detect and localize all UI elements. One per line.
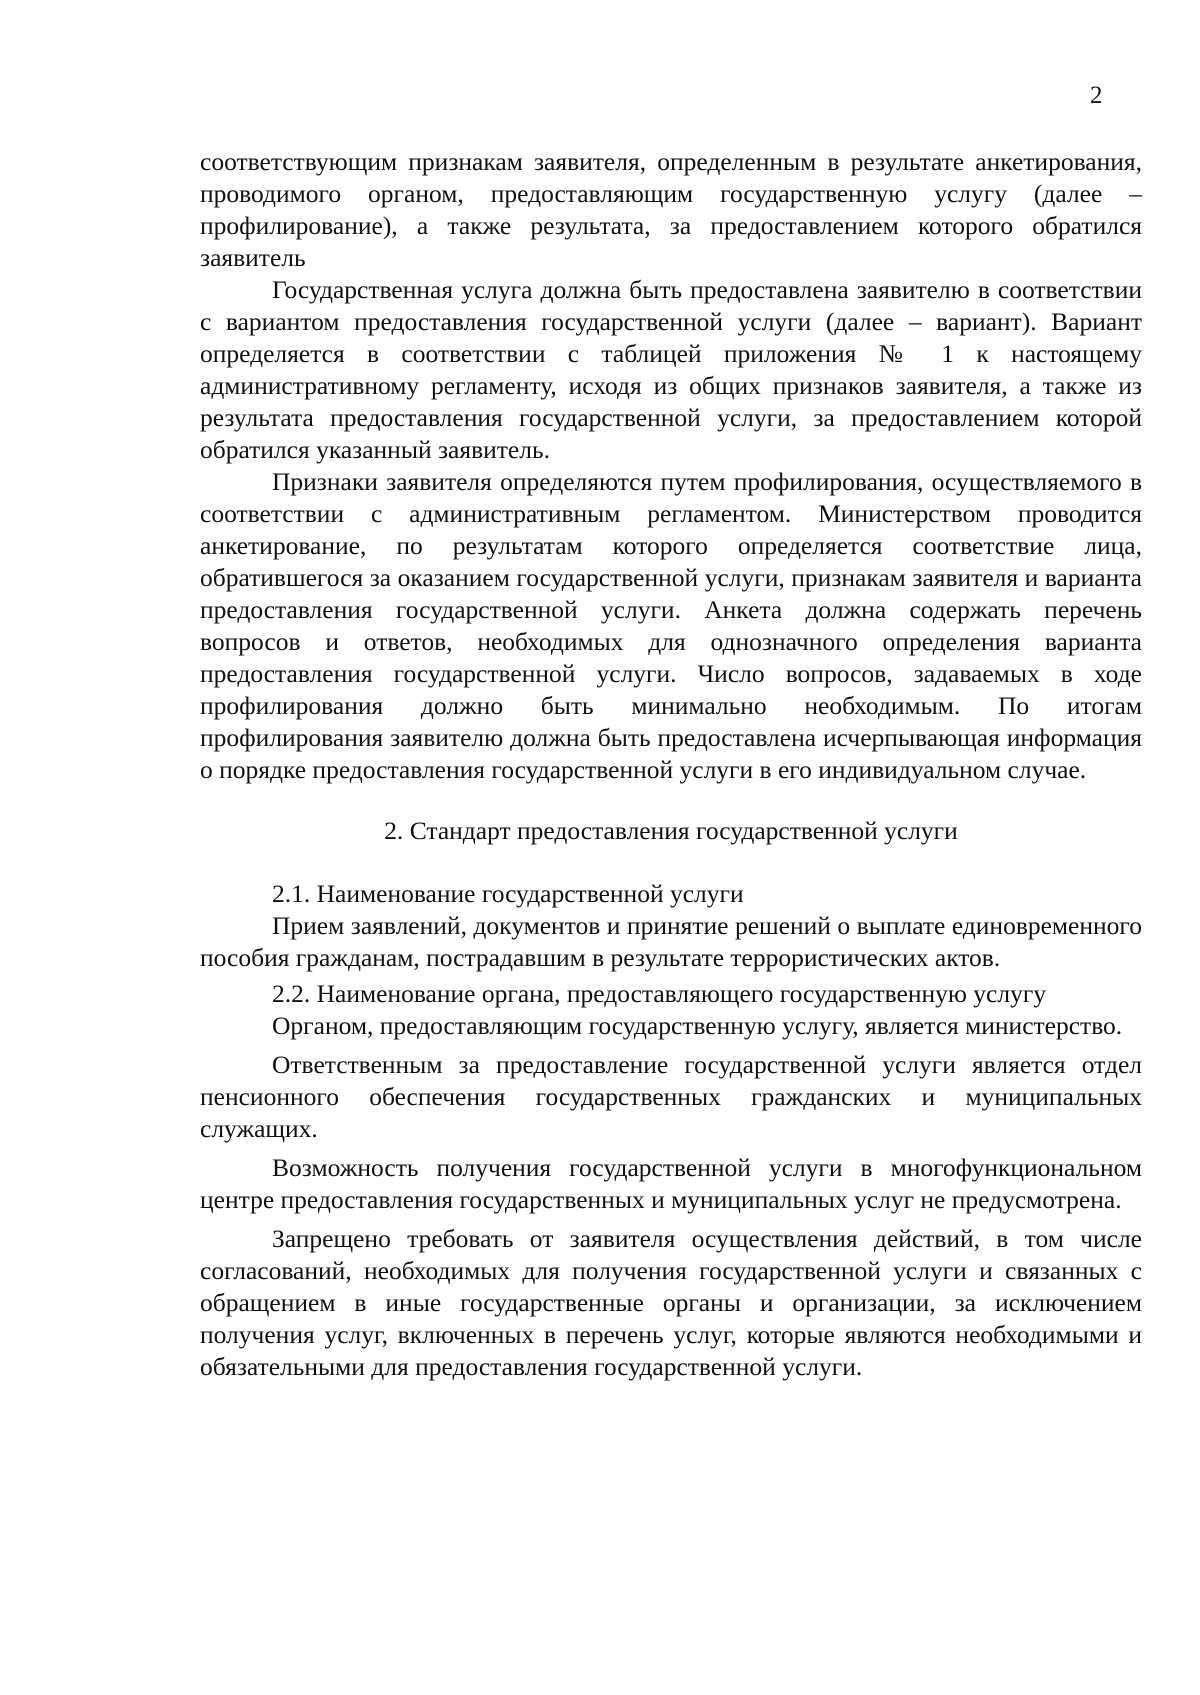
subsection-2-2-heading: 2.2. Наименование органа, предоставляющего государственную услугу	[272, 979, 1047, 1008]
document-body	[200, 146, 1142, 1383]
paragraph-profiling-continuation: соответствующим признакам заявителя, определенным в результате анкетирования, проводимого органом, предоставляющим государственную услугу (далее – профилирование), а также результата, за предоставлением которого обратился заявитель	[200, 147, 1142, 272]
paragraph-applicant-attributes: Признаки заявителя определяются путем профилирования, осуществляемого в соответствии с административным регламентом. Министерством проводится анкетирование, по результатам которого определяется соответствие лица, обратившегося за оказанием государственной услуги, признакам заявителя и варианта предоставления государственной услуги. Анкета должна содержать перечень вопросов и ответов, необходимых для однозначного определения варианта предоставления государственной услуги. Число вопросов, задаваемых в ходе профилирования должно быть минимально необходимым. По итогам профилирования заявителю должна быть предоставлена исчерпывающая информация о порядке предоставления государственной услуги в его индивидуальном случае.	[200, 467, 1142, 784]
subsection-2-2-responsible-department: Ответственным за предоставление государственной услуги является отдел пенсионного обеспечения государственных гражданских и муниципальных служащих.	[200, 1050, 1142, 1143]
subsection-2-2-mfc-availability: Возможность получения государственной услуги в многофункциональном центре предоставления государственных и муниципальных услуг не предусмотрена.	[200, 1153, 1142, 1214]
subsection-2-1-text: Прием заявлений, документов и принятие решений о выплате единовременного пособия гражданам, пострадавшим в результате террористических актов.	[200, 911, 1142, 972]
subsection-2-2-authority: Органом, предоставляющим государственную услугу, является министерство.	[272, 1011, 1123, 1040]
page-number: 2	[1090, 82, 1103, 109]
paragraph-service-variant: Государственная услуга должна быть предоставлена заявителю в соответствии с вариантом предоставления государственной услуги (далее – вариант). Вариант определяется в соответствии с таблицей приложения № 1 к настоящему административному регламенту, исходя из общих признаков заявителя, а также из результата предоставления государственной услуги, за предоставлением которой обратился указанный заявитель.	[200, 275, 1142, 464]
section-title: 2. Стандарт предоставления государственной услуги	[384, 816, 958, 845]
subsection-2-1-heading: 2.1. Наименование государственной услуги	[272, 879, 744, 908]
subsection-2-2-prohibition: Запрещено требовать от заявителя осуществления действий, в том числе согласований, необходимых для получения государственной услуги и связанных с обращением в иные государственные органы и организации, за исключением получения услуг, включенных в перечень услуг, которые являются необходимыми и обязательными для предоставления государственной услуги.	[200, 1224, 1142, 1381]
